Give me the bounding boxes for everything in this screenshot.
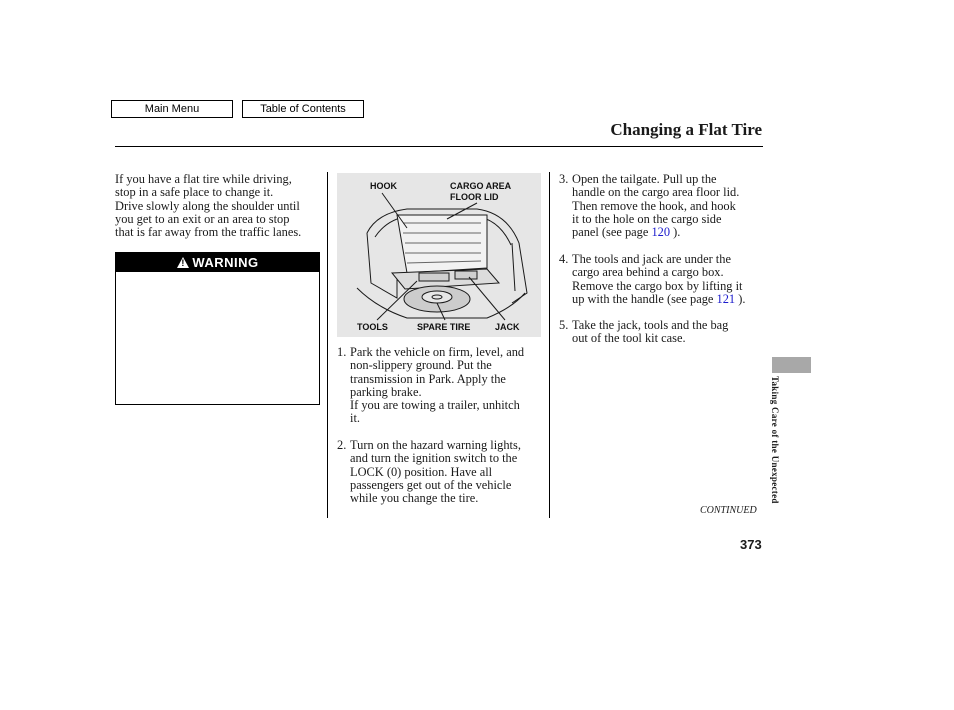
- cargo-area-illustration: [337, 173, 541, 337]
- column-divider-left: [327, 172, 328, 518]
- step-line: Open the tailgate. Pull up the: [572, 172, 717, 186]
- figure-label-floor-lid: FLOOR LID: [450, 192, 499, 202]
- step-line: [572, 226, 772, 239]
- intro-line: Drive slowly along the shoulder until: [115, 198, 300, 213]
- figure-label-spare-tire: SPARE TIRE: [417, 322, 471, 332]
- page-121-link[interactable]: 121: [716, 291, 736, 306]
- figure-label-jack: JACK: [495, 322, 520, 332]
- intro-line: that is far away from the traffic lanes.: [115, 225, 302, 240]
- step-line: handle on the cargo area floor lid.: [572, 185, 740, 200]
- warning-triangle-icon: [177, 257, 189, 268]
- step-line: it to the hole on the cargo side: [572, 211, 722, 226]
- figure-label-cargo-area: CARGO AREA: [450, 181, 512, 191]
- warning-label: WARNING: [192, 255, 259, 270]
- step-line: [572, 293, 772, 306]
- step-text: ).: [670, 225, 681, 240]
- left-side-panel: [367, 233, 397, 298]
- step-line: passengers get out of the vehicle: [350, 477, 512, 492]
- step-number: 5.: [559, 318, 569, 332]
- step-number: 1.: [337, 345, 347, 359]
- step-line: transmission in Park. Apply the: [350, 371, 506, 386]
- table-of-contents-button[interactable]: Table of Contents: [242, 100, 364, 118]
- step-text: ).: [735, 291, 746, 306]
- warning-header: [116, 253, 320, 272]
- page-120-link[interactable]: 120: [651, 225, 671, 240]
- step-text: panel (see page: [572, 225, 652, 240]
- header-rule: [115, 146, 763, 147]
- intro-paragraph: [115, 173, 301, 239]
- right-side-panel: [512, 243, 515, 291]
- step-number: 4.: [559, 252, 569, 266]
- step-number: 3.: [559, 172, 569, 186]
- step-line: The tools and jack are under the: [572, 252, 731, 266]
- step-text: up with the handle (see page: [572, 291, 717, 306]
- cargo-area-drawing: [337, 173, 541, 337]
- section-tab-marker[interactable]: [772, 357, 811, 373]
- step-line: Park the vehicle on firm, level, and: [350, 345, 525, 359]
- step-line: it.: [350, 411, 360, 426]
- step-line: out of the tool kit case.: [572, 331, 686, 346]
- step-number: 2.: [337, 438, 347, 452]
- page-number: 373: [740, 537, 762, 552]
- step-line: Turn on the hazard warning lights,: [350, 438, 521, 452]
- step-line: LOCK (0) position. Have all: [350, 464, 493, 479]
- step-line: parking brake.: [350, 384, 422, 399]
- step-line: If you are towing a trailer, unhitch: [350, 398, 520, 413]
- intro-line: If you have a flat tire while driving,: [115, 172, 292, 186]
- continued-label: CONTINUED: [700, 505, 757, 516]
- main-menu-button[interactable]: Main Menu: [111, 100, 233, 118]
- step-line: non-slippery ground. Put the: [350, 358, 492, 373]
- hook-leader: [382, 193, 407, 228]
- step-line: cargo area behind a cargo box.: [572, 265, 724, 280]
- floor-lid-shape: [397, 215, 487, 273]
- tool-bag: [419, 273, 449, 281]
- step-line: Remove the cargo box by lifting it: [572, 278, 743, 293]
- intro-line: stop in a safe place to change it.: [115, 185, 274, 200]
- step-line: Then remove the hook, and hook: [572, 198, 736, 213]
- step-line: Take the jack, tools and the bag: [572, 318, 729, 332]
- page-title: Changing a Flat Tire: [610, 120, 762, 139]
- warning-box: [115, 252, 320, 405]
- figure-label-hook: HOOK: [370, 181, 397, 191]
- spare-tire-hub: [422, 291, 452, 303]
- section-tab-label: Taking Care of the Unexpected: [770, 376, 780, 504]
- figure-label-tools: TOOLS: [357, 322, 388, 332]
- jack-shape: [455, 271, 477, 279]
- step-line: and turn the ignition switch to the: [350, 451, 518, 466]
- step-line: while you change the tire.: [350, 491, 479, 506]
- intro-line: you get to an exit or an area to stop: [115, 211, 290, 226]
